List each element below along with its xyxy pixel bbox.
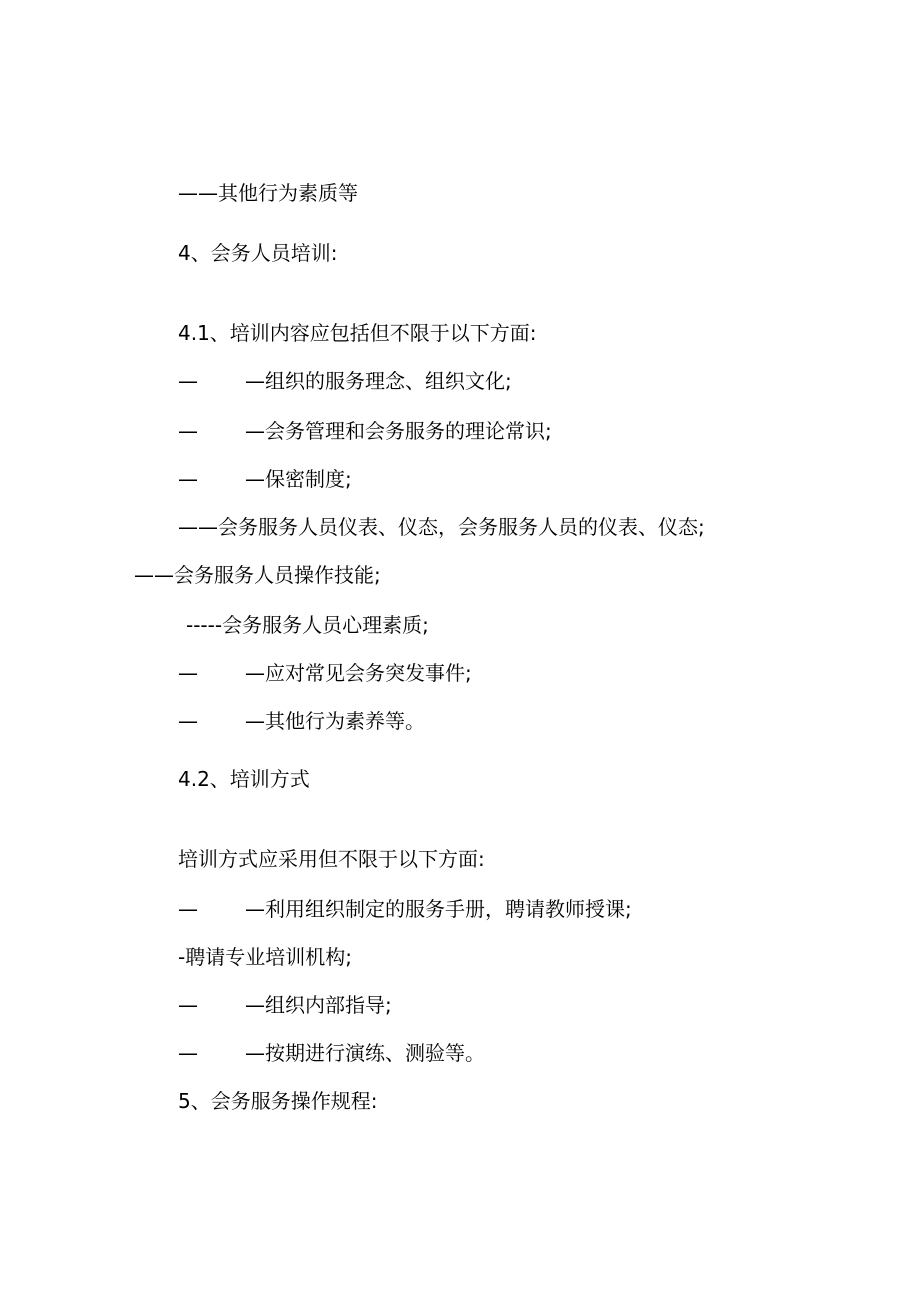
list-dash: — bbox=[178, 993, 198, 1017]
list-item: -----会务服务人员心理素质; bbox=[186, 613, 429, 637]
subsection-heading: 4.2、培训方式 bbox=[178, 767, 310, 791]
text-line: 培训方式应采用但不限于以下方面: bbox=[178, 847, 485, 871]
section-heading: 4、会务人员培训: bbox=[178, 241, 338, 265]
list-dash: — bbox=[178, 1041, 198, 1065]
list-item: —组织的服务理念、组织文化; bbox=[245, 369, 512, 393]
text-line: ——其他行为素质等 bbox=[178, 181, 358, 205]
list-item: ——会务服务人员操作技能; bbox=[134, 563, 381, 587]
list-item: —应对常见会务突发事件; bbox=[245, 661, 472, 685]
section-heading: 5、会务服务操作规程: bbox=[178, 1089, 378, 1113]
list-item: —利用组织制定的服务手册，聘请教师授课; bbox=[245, 897, 632, 921]
list-item: -聘请专业培训机构; bbox=[178, 945, 352, 969]
list-dash: — bbox=[178, 897, 198, 921]
list-item: —其他行为素养等。 bbox=[245, 709, 425, 733]
list-dash: — bbox=[178, 369, 198, 393]
list-dash: — bbox=[178, 661, 198, 685]
list-item: —会务管理和会务服务的理论常识; bbox=[245, 419, 552, 443]
list-item: ——会务服务人员仪表、仪态，会务服务人员的仪表、仪态; bbox=[178, 515, 705, 539]
list-item: —保密制度; bbox=[245, 467, 352, 491]
list-dash: — bbox=[178, 709, 198, 733]
list-item: —组织内部指导; bbox=[245, 993, 392, 1017]
list-item: —按期进行演练、测验等。 bbox=[245, 1041, 485, 1065]
subsection-heading: 4.1、培训内容应包括但不限于以下方面: bbox=[178, 321, 537, 345]
list-dash: — bbox=[178, 419, 198, 443]
list-dash: — bbox=[178, 467, 198, 491]
